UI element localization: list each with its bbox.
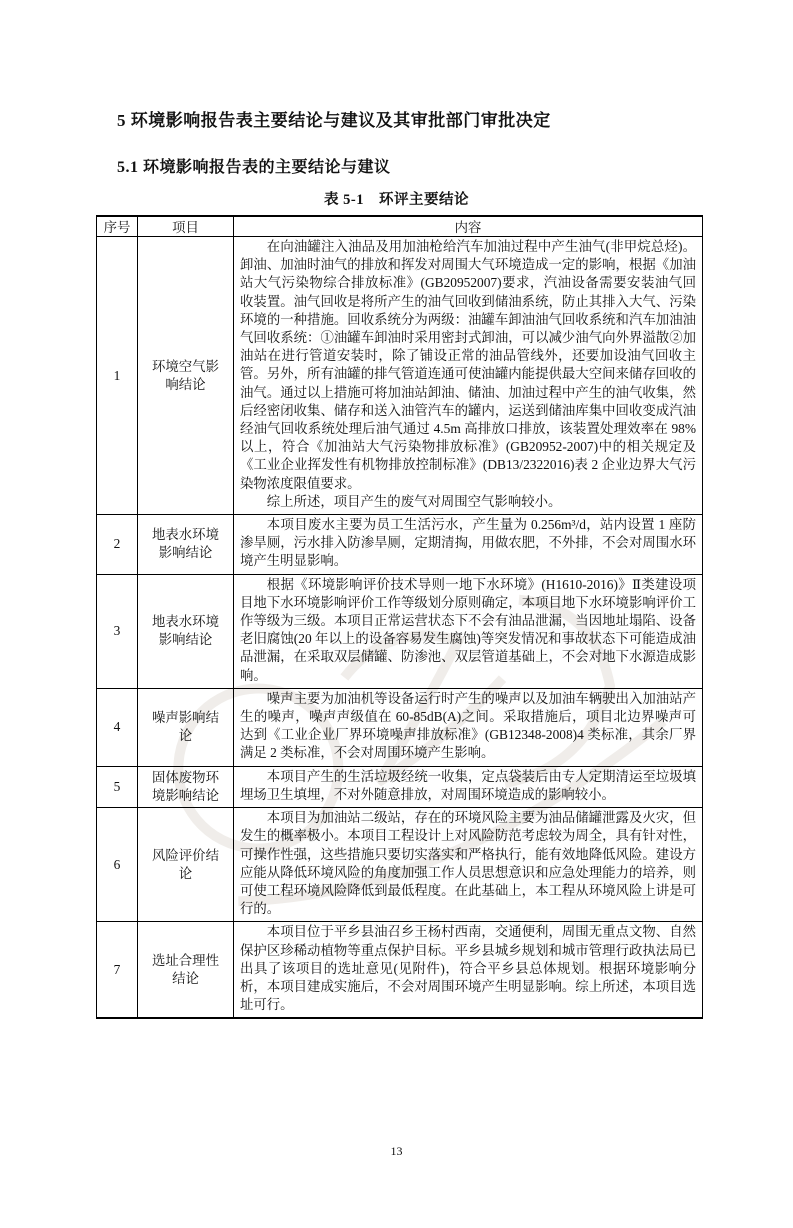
row-number: 2: [97, 515, 138, 575]
table-row: [97, 688, 703, 766]
table-title: 表 5-1 环评主要结论: [324, 192, 469, 208]
row-number: 3: [97, 574, 138, 688]
row-content: [234, 808, 703, 922]
row-item: 地表水环境影响结论: [138, 515, 234, 575]
content-paragraph: 本项目位于平乡县油召乡王杨村西南，交通便利，周围无重点文物、自然保护区珍稀动植物等重点保护目标。平乡县城乡规划和城市管理行政执法局已出具了该项目的选址意见(见附件)，符合平乡县总体规划。根据环境影响分析，本项目建成实施后，不会对周围环境产生明显影响。综上所述，本项目选址可行。: [240, 924, 696, 1013]
row-number: 1: [97, 237, 138, 515]
row-content: [234, 922, 703, 1019]
table-row: [97, 808, 703, 922]
page-number: 13: [390, 1144, 403, 1158]
table-header-row: [97, 216, 703, 237]
table-row: [97, 766, 703, 807]
table-row: [97, 515, 703, 575]
row-number: 5: [97, 766, 138, 807]
row-content: [234, 688, 703, 766]
subsection-heading: 5.1 环境影响报告表的主要结论与建议: [117, 159, 391, 176]
row-item: 环境空气影响结论: [138, 237, 234, 515]
table-row: [97, 237, 703, 515]
content-paragraph: 本项目废水主要为员工生活污水，产生量为 0.256m³/d，站内设置 1 座防渗旱厕，污水排入防渗旱厕，定期清掏，用做农肥，不外排，不会对周围水环境产生明显影响。: [240, 517, 696, 569]
row-content: [234, 766, 703, 807]
content-paragraph: 在向油罐注入油品及用加油枪给汽车加油过程中产生油气(非甲烷总烃)。卸油、加油时油气的排放和挥发对周围大气环境造成一定的影响，根据《加油站大气污染物综合排放标准》(GB20952007)要求，汽油设备需要安装油气回收装置。油气回收是将所产生的油气回收到储油系统，防止其排入大气、污染环境的一种措施。回收系统分为两级：油罐车卸油油气回收系统和汽车加油油气回收系统：①油罐车卸油时采用密封式卸油，可以减少油气向外界溢散②加油站在进行管道安装时，除了铺设正常的油品管线外，还要加设油气回收主管。另外，所有油罐的排气管道连通可使油罐内能提供最大空间来储存回收的油气。通过以上措施可将加油站卸油、储油、加油过程中产生的油气收集，然后经密闭收集、储存和送入油管汽车的罐内，运送到储油库集中回收变成汽油经油气回收系统处理后油气通过 4.5m 高排放口排放，该装置处理效率在 98%以上，符合《加油站大气污染物排放标准》(GB20952-2007)中的相关规定及《工业企业挥发性有机物排放控制标准》(DB13/2322016)表 2 企业边界大气污染物浓度限值要求。: [240, 239, 696, 491]
row-number: 4: [97, 688, 138, 766]
row-item: 风险评价结论: [138, 808, 234, 922]
content-paragraph: 根据《环境影响评价技术导则一地下水环境》(H1610-2016)》Ⅱ类建设项目地下水环境影响评价工作等级划分原则确定，本项目地下水环境影响评价工作等级为三级。本项目正常运营状态下不会有油品泄漏，当因地址塌陷、设备老旧腐蚀(20 年以上的设备容易发生腐蚀)等突发情况和事故状态下可能造成油品泄漏，在采取双层储罐、防渗池、双层管道基础上，不会对地下水源造成影响。: [240, 576, 696, 683]
conclusions-table: [96, 215, 703, 1019]
content-paragraph: 噪声主要为加油机等设备运行时产生的噪声以及加油车辆驶出入加油站产生的噪声，噪声声级值在 60-85dB(A)之间。采取措施后，项目北边界噪声可达到《工业企业厂界环境噪声排放标准》(GB12348-2008)4 类标准，其余厂界满足 2 类标准，不会对周围环境产生影响。: [240, 690, 696, 761]
section-heading: 5 环境影响报告表主要结论与建议及其审批部门审批决定: [117, 111, 551, 130]
row-number: 6: [97, 808, 138, 922]
document-page: [0, 106, 793, 1158]
row-number: 7: [97, 922, 138, 1019]
row-item: 噪声影响结论: [138, 688, 234, 766]
row-item: 地表水环境影响结论: [138, 574, 234, 688]
column-header-no: 序号: [97, 216, 138, 237]
row-content: [234, 574, 703, 688]
content-paragraph: 本项目为加油站二级站，存在的环境风险主要为油品储罐泄露及火灾，但发生的概率极小。本项目工程设计上对风险防范考虑较为周全，具有针对性，可操作性强，这些措施只要切实落实和严格执行，能有效地降低风险。建设方应能从降低环境风险的角度加强工作人员思想意识和应急处理能力的培养，则可使工程环境风险降低到最低程度。在此基础上，本工程从环境风险上讲是可行的。: [240, 810, 696, 917]
row-item: 固体废物环境影响结论: [138, 766, 234, 807]
column-header-content: 内容: [234, 216, 703, 237]
row-item: 选址合理性结论: [138, 922, 234, 1019]
table-row: [97, 574, 703, 688]
column-header-item: 项目: [138, 216, 234, 237]
table-row: [97, 922, 703, 1019]
row-content: [234, 237, 703, 515]
row-content: [234, 515, 703, 575]
content-paragraph: 本项目产生的生活垃圾经统一收集，定点袋装后由专人定期清运至垃圾填埋场卫生填埋，不对外随意排放，对周围环境造成的影响较小。: [240, 768, 696, 802]
content-paragraph: 综上所述，项目产生的废气对周围空气影响较小。: [266, 493, 562, 509]
